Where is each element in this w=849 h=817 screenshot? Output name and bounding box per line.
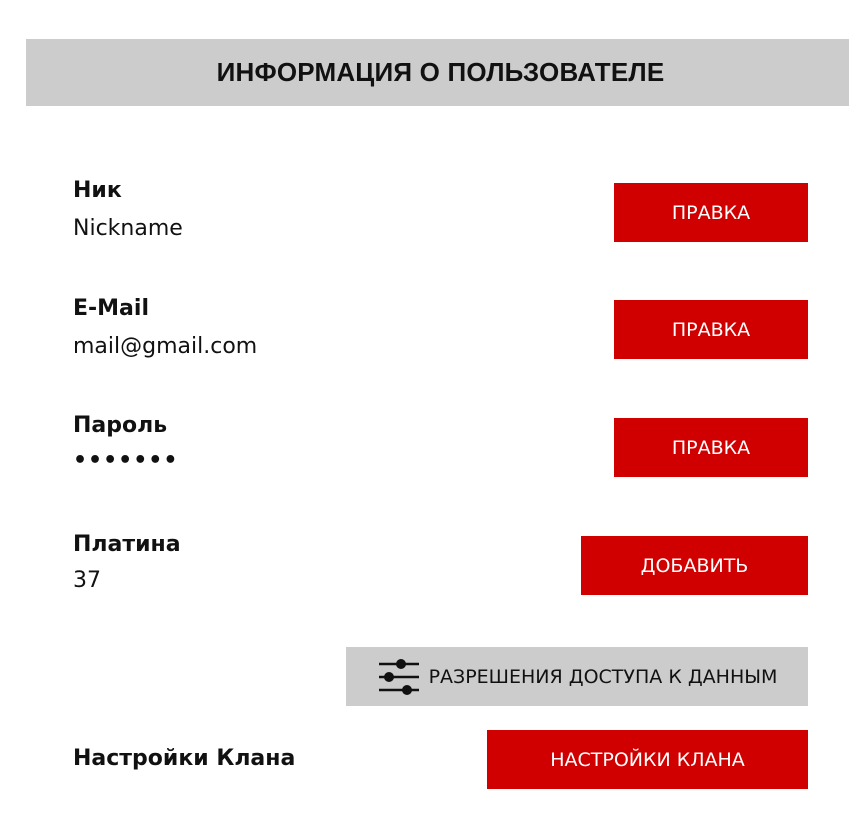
password-label: Пароль xyxy=(73,413,168,438)
platinum-label: Платина xyxy=(73,532,181,557)
password-value: ••••••• xyxy=(73,448,179,473)
edit-nick-button[interactable]: ПРАВКА xyxy=(614,183,808,242)
clan-settings-button[interactable]: НАСТРОЙКИ КЛАНА xyxy=(487,730,808,789)
edit-email-button[interactable]: ПРАВКА xyxy=(614,300,808,359)
clan-settings-label: Настройки Клана xyxy=(73,746,296,771)
email-value: mail@gmail.com xyxy=(73,334,258,359)
data-permissions-label: РАЗРЕШЕНИЯ ДОСТУПА К ДАННЫМ xyxy=(428,665,778,688)
sliders-icon xyxy=(377,658,429,696)
edit-password-button[interactable]: ПРАВКА xyxy=(614,418,808,477)
page-header xyxy=(26,39,849,106)
email-label: E-Mail xyxy=(73,296,149,321)
nick-value: Nickname xyxy=(73,216,183,241)
add-platinum-button[interactable]: ДОБАВИТЬ xyxy=(581,536,808,595)
data-permissions-button[interactable] xyxy=(346,647,808,706)
page-title: ИНФОРМАЦИЯ О ПОЛЬЗОВАТЕЛЕ xyxy=(216,57,665,87)
nick-label: Ник xyxy=(73,178,122,203)
platinum-value: 37 xyxy=(73,568,101,593)
